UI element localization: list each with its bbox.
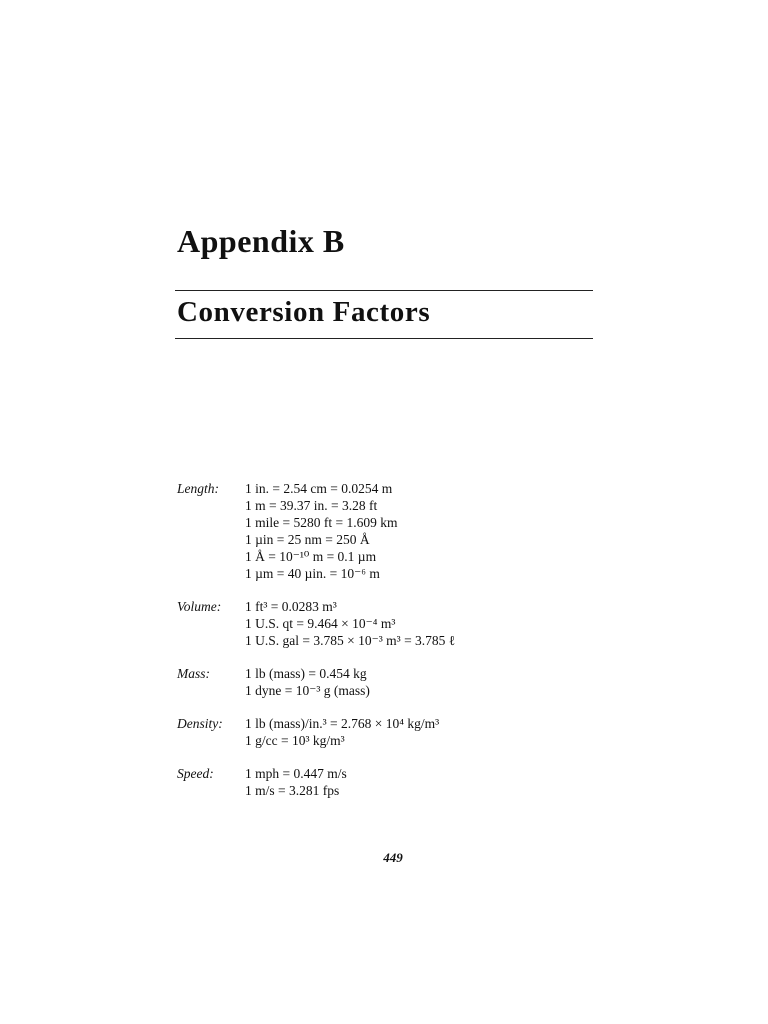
conversion-line: 1 g/cc = 10³ kg/m³ bbox=[245, 733, 345, 748]
group-lines bbox=[245, 765, 597, 799]
conversion-line: 1 in. = 2.54 cm = 0.0254 m bbox=[245, 481, 393, 496]
appendix-title: Appendix B bbox=[177, 223, 345, 259]
group-lines bbox=[245, 598, 597, 649]
title-rule-bottom bbox=[175, 338, 593, 339]
group-speed bbox=[177, 765, 597, 799]
group-label: Mass: bbox=[177, 666, 210, 681]
conversion-line: 1 lb (mass)/in.³ = 2.768 × 10⁴ kg/m³ bbox=[245, 716, 440, 731]
group-label: Volume: bbox=[177, 599, 222, 614]
group-label: Length: bbox=[177, 481, 219, 496]
conversion-line: 1 dyne = 10⁻³ g (mass) bbox=[245, 683, 370, 698]
group-label: Speed: bbox=[177, 766, 214, 781]
page-number: 449 bbox=[383, 850, 403, 865]
conversion-line: 1 Å = 10⁻¹⁰ m = 0.1 µm bbox=[245, 549, 377, 564]
conversion-line: 1 m/s = 3.281 fps bbox=[245, 783, 340, 798]
conversion-line: 1 mph = 0.447 m/s bbox=[245, 766, 347, 781]
group-mass bbox=[177, 665, 597, 699]
conversion-line: 1 U.S. qt = 9.464 × 10⁻⁴ m³ bbox=[245, 616, 396, 631]
group-density bbox=[177, 715, 597, 749]
chapter-title: Conversion Factors bbox=[177, 296, 431, 328]
conversion-line: 1 mile = 5280 ft = 1.609 km bbox=[245, 515, 398, 530]
group-length bbox=[177, 480, 597, 582]
group-lines bbox=[245, 715, 597, 749]
title-rule-top bbox=[175, 290, 593, 291]
conversion-line: 1 µin = 25 nm = 250 Å bbox=[245, 532, 370, 547]
group-volume bbox=[177, 598, 597, 649]
group-lines bbox=[245, 665, 597, 699]
conversion-line: 1 m = 39.37 in. = 3.28 ft bbox=[245, 498, 378, 513]
group-lines bbox=[245, 480, 597, 582]
conversion-list bbox=[177, 480, 597, 815]
conversion-line: 1 ft³ = 0.0283 m³ bbox=[245, 599, 337, 614]
group-label: Density: bbox=[177, 716, 223, 731]
conversion-line: 1 µm = 40 µin. = 10⁻⁶ m bbox=[245, 566, 380, 581]
conversion-line: 1 lb (mass) = 0.454 kg bbox=[245, 666, 367, 681]
conversion-line: 1 U.S. gal = 3.785 × 10⁻³ m³ = 3.785 ℓ bbox=[245, 633, 456, 648]
